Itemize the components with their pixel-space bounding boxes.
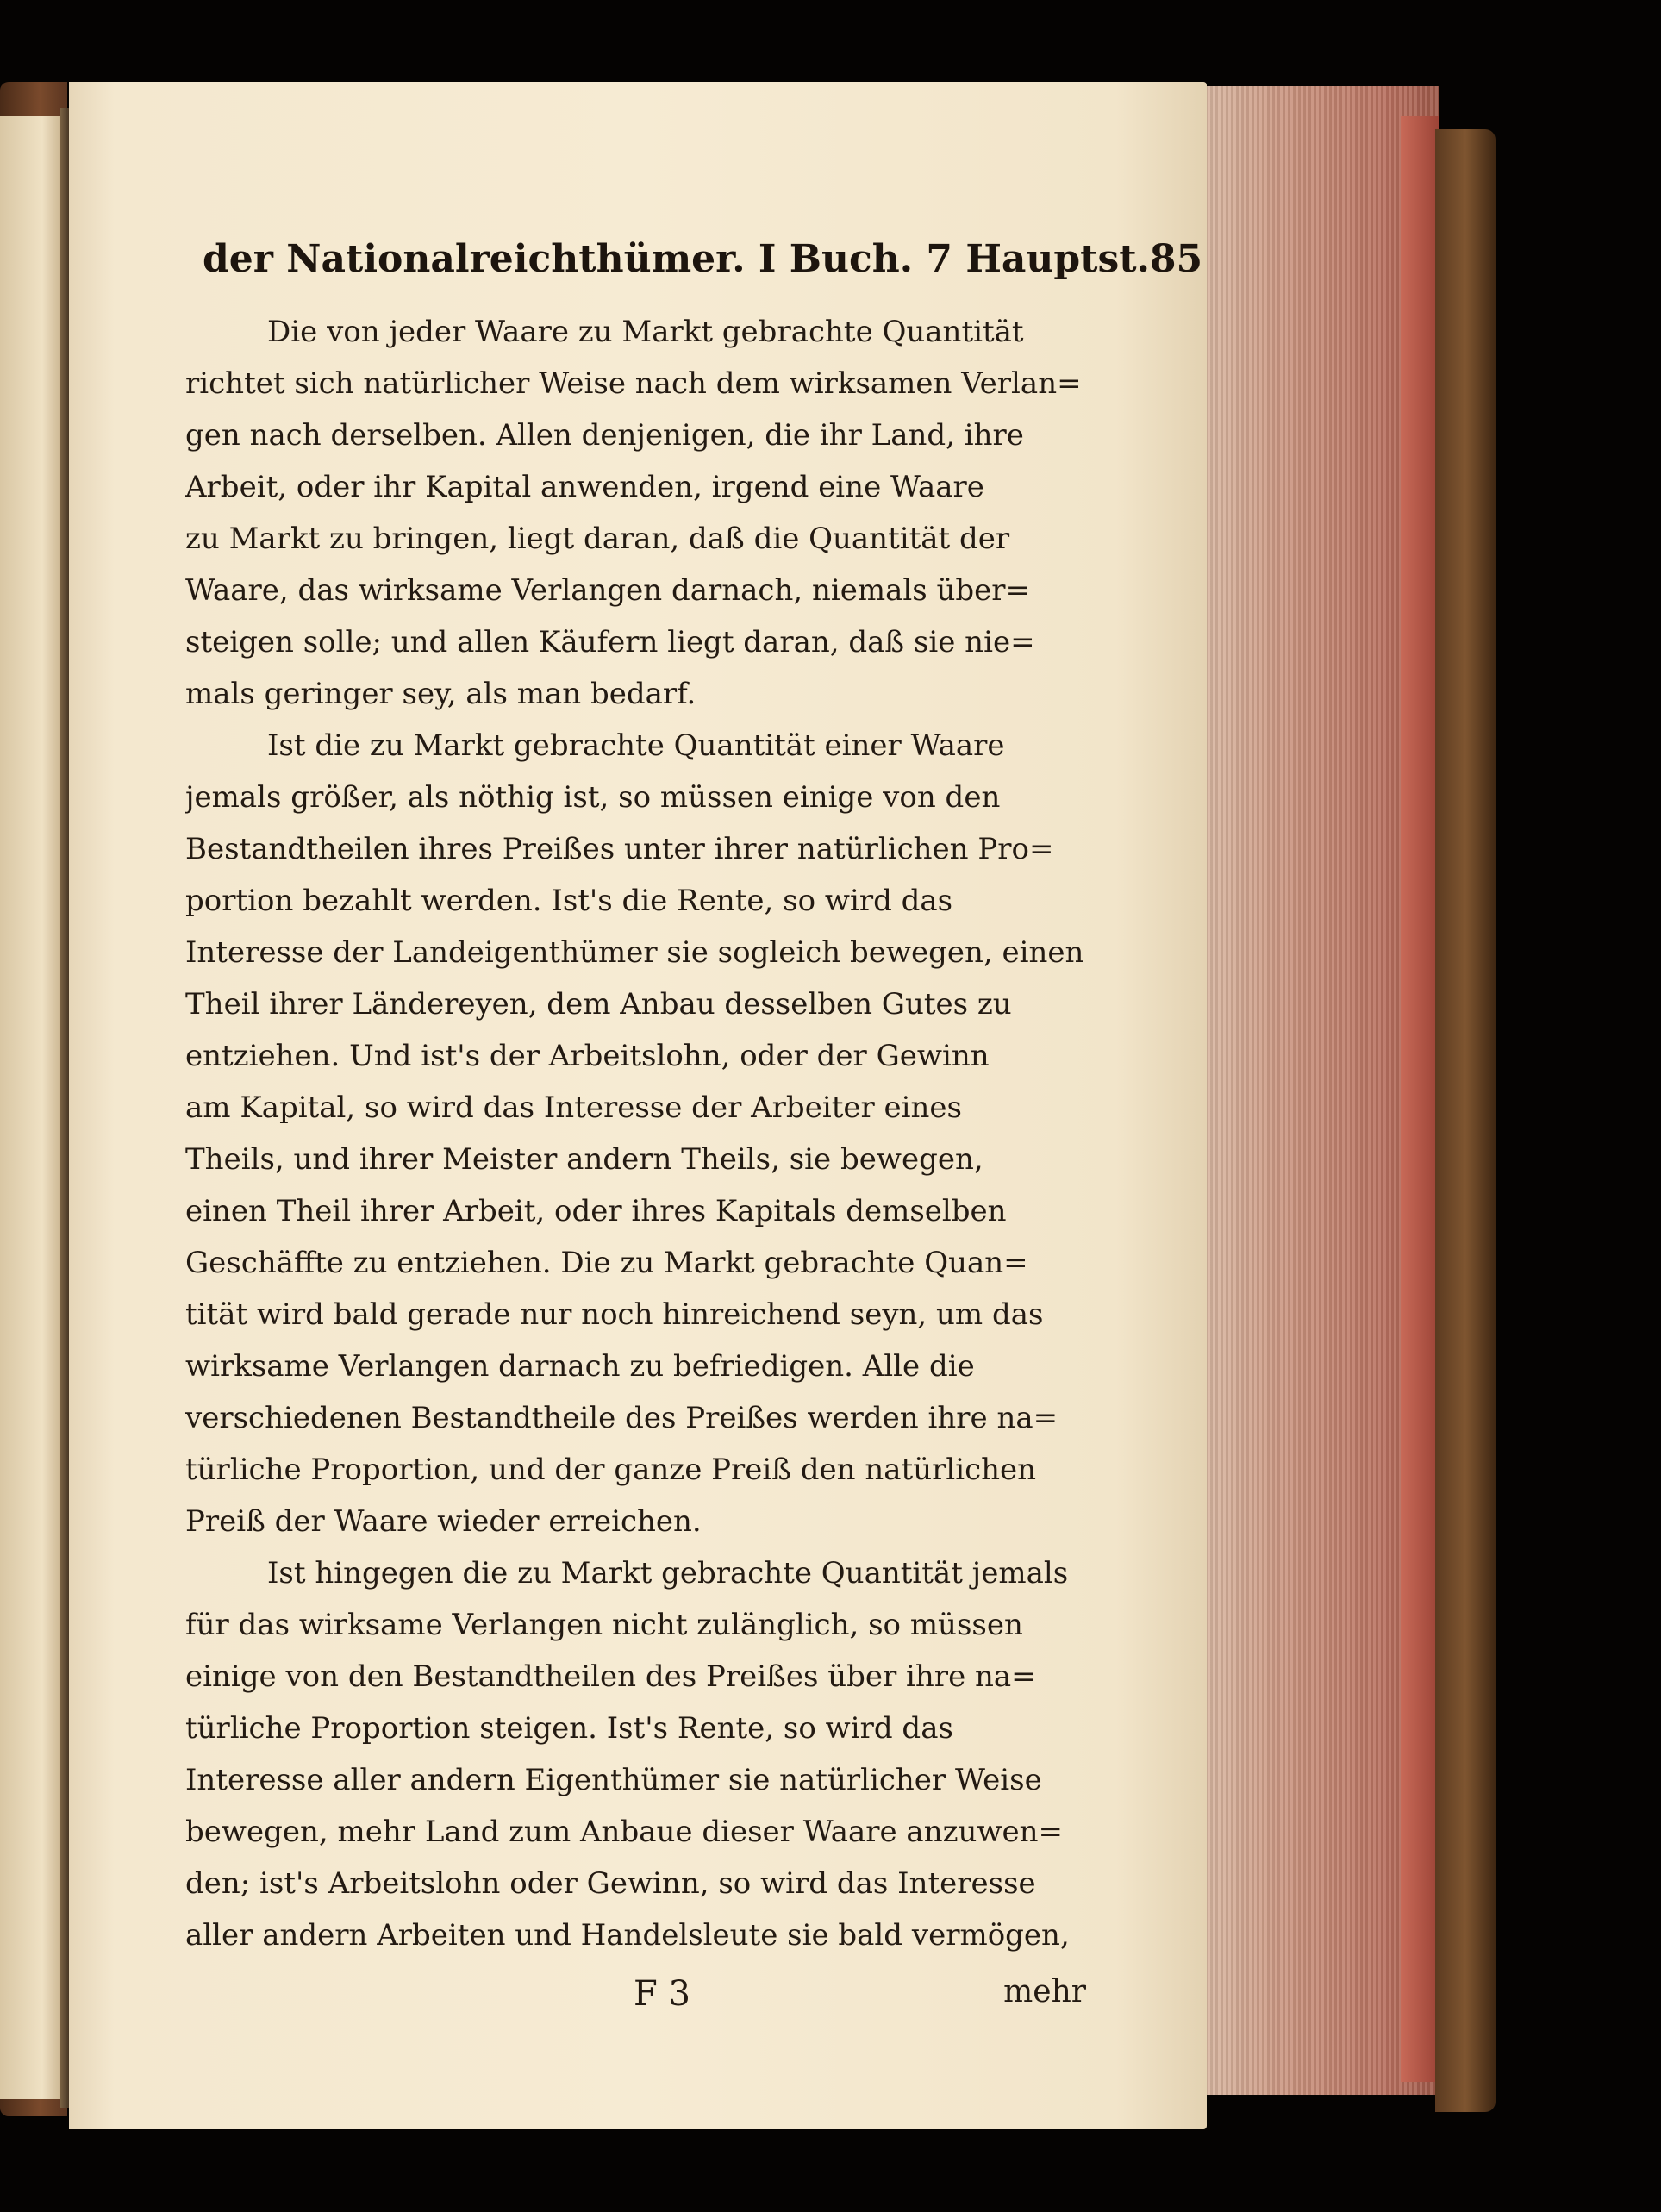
- page-number: 85: [1149, 236, 1203, 281]
- text-line: türliche Proportion steigen. Ist's Rente, so wird das: [185, 1711, 953, 1746]
- text-line: Ist die zu Markt gebrachte Quantität einer Waare: [267, 728, 1005, 763]
- text-line: bewegen, mehr Land zum Anbaue dieser Waare anzuwen=: [185, 1815, 1064, 1849]
- text-line: zu Markt zu bringen, liegt daran, daß die Quantität der: [185, 522, 1010, 556]
- text-line: Die von jeder Waare zu Markt gebrachte Quantität: [267, 315, 1024, 349]
- text-line: türliche Proportion, und der ganze Preiß den natürlichen: [185, 1453, 1037, 1487]
- running-head: [203, 228, 1203, 289]
- text-line: Bestandtheilen ihres Preißes unter ihrer natürlichen Pro=: [185, 832, 1054, 866]
- left-facing-page: [0, 116, 60, 2099]
- red-fore-edge: [1401, 116, 1439, 2082]
- text-line: den; ist's Arbeitslohn oder Gewinn, so wird das Interesse: [185, 1866, 1036, 1901]
- text-line: tität wird bald gerade nur noch hinreichend seyn, um das: [185, 1297, 1044, 1332]
- right-cover: [1435, 129, 1496, 2112]
- text-line: Theil ihrer Ländereyen, dem Anbau desselben Gutes zu: [185, 987, 1012, 1022]
- text-line: Preiß der Waare wieder erreichen.: [185, 1504, 702, 1539]
- text-line: Theils, und ihrer Meister andern Theils, sie bewegen,: [185, 1142, 983, 1177]
- text-line: Interesse aller andern Eigenthümer sie natürlicher Weise: [185, 1763, 1042, 1797]
- text-line: einen Theil ihrer Arbeit, oder ihres Kapitals demselben: [185, 1194, 1007, 1228]
- text-line: Ist hingegen die zu Markt gebrachte Quantität jemals: [267, 1556, 1069, 1590]
- text-line: entziehen. Und ist's der Arbeitslohn, oder der Gewinn: [185, 1039, 990, 1073]
- signature-mark: F 3: [634, 1974, 690, 2014]
- catchword: mehr: [1003, 1974, 1086, 2009]
- text-line: Interesse der Landeigenthümer sie sogleich bewegen, einen: [185, 935, 1084, 970]
- text-line: aller andern Arbeiten und Handelsleute sie bald vermögen,: [185, 1918, 1070, 1953]
- text-line: einige von den Bestandtheilen des Preißes über ihre na=: [185, 1659, 1036, 1694]
- text-line: für das wirksame Verlangen nicht zulänglich, so müssen: [185, 1608, 1023, 1642]
- text-line: wirksame Verlangen darnach zu befriedigen. Alle die: [185, 1349, 975, 1384]
- text-line: gen nach derselben. Allen denjenigen, die ihr Land, ihre: [185, 418, 1024, 453]
- text-line: verschiedenen Bestandtheile des Preißes werden ihre na=: [185, 1401, 1058, 1435]
- text-line: steigen solle; und allen Käufern liegt daran, daß sie nie=: [185, 625, 1035, 659]
- running-title: der Nationalreichthümer. I Buch. 7 Hauptst.: [203, 236, 1150, 281]
- page-footer: [185, 1974, 1086, 2034]
- text-line: Geschäffte zu entziehen. Die zu Markt gebrachte Quan=: [185, 1246, 1028, 1280]
- text-line: am Kapital, so wird das Interesse der Arbeiter eines: [185, 1090, 962, 1125]
- text-line: richtet sich natürlicher Weise nach dem wirksamen Verlan=: [185, 366, 1082, 401]
- text-line: jemals größer, als nöthig ist, so müssen einige von den: [185, 780, 1001, 815]
- text-line: Arbeit, oder ihr Kapital anwenden, irgend eine Waare: [185, 470, 984, 504]
- text-line: portion bezahlt werden. Ist's die Rente, so wird das: [185, 884, 953, 918]
- text-line: mals geringer sey, als man bedarf.: [185, 677, 696, 711]
- text-line: Waare, das wirksame Verlangen darnach, niemals über=: [185, 573, 1031, 608]
